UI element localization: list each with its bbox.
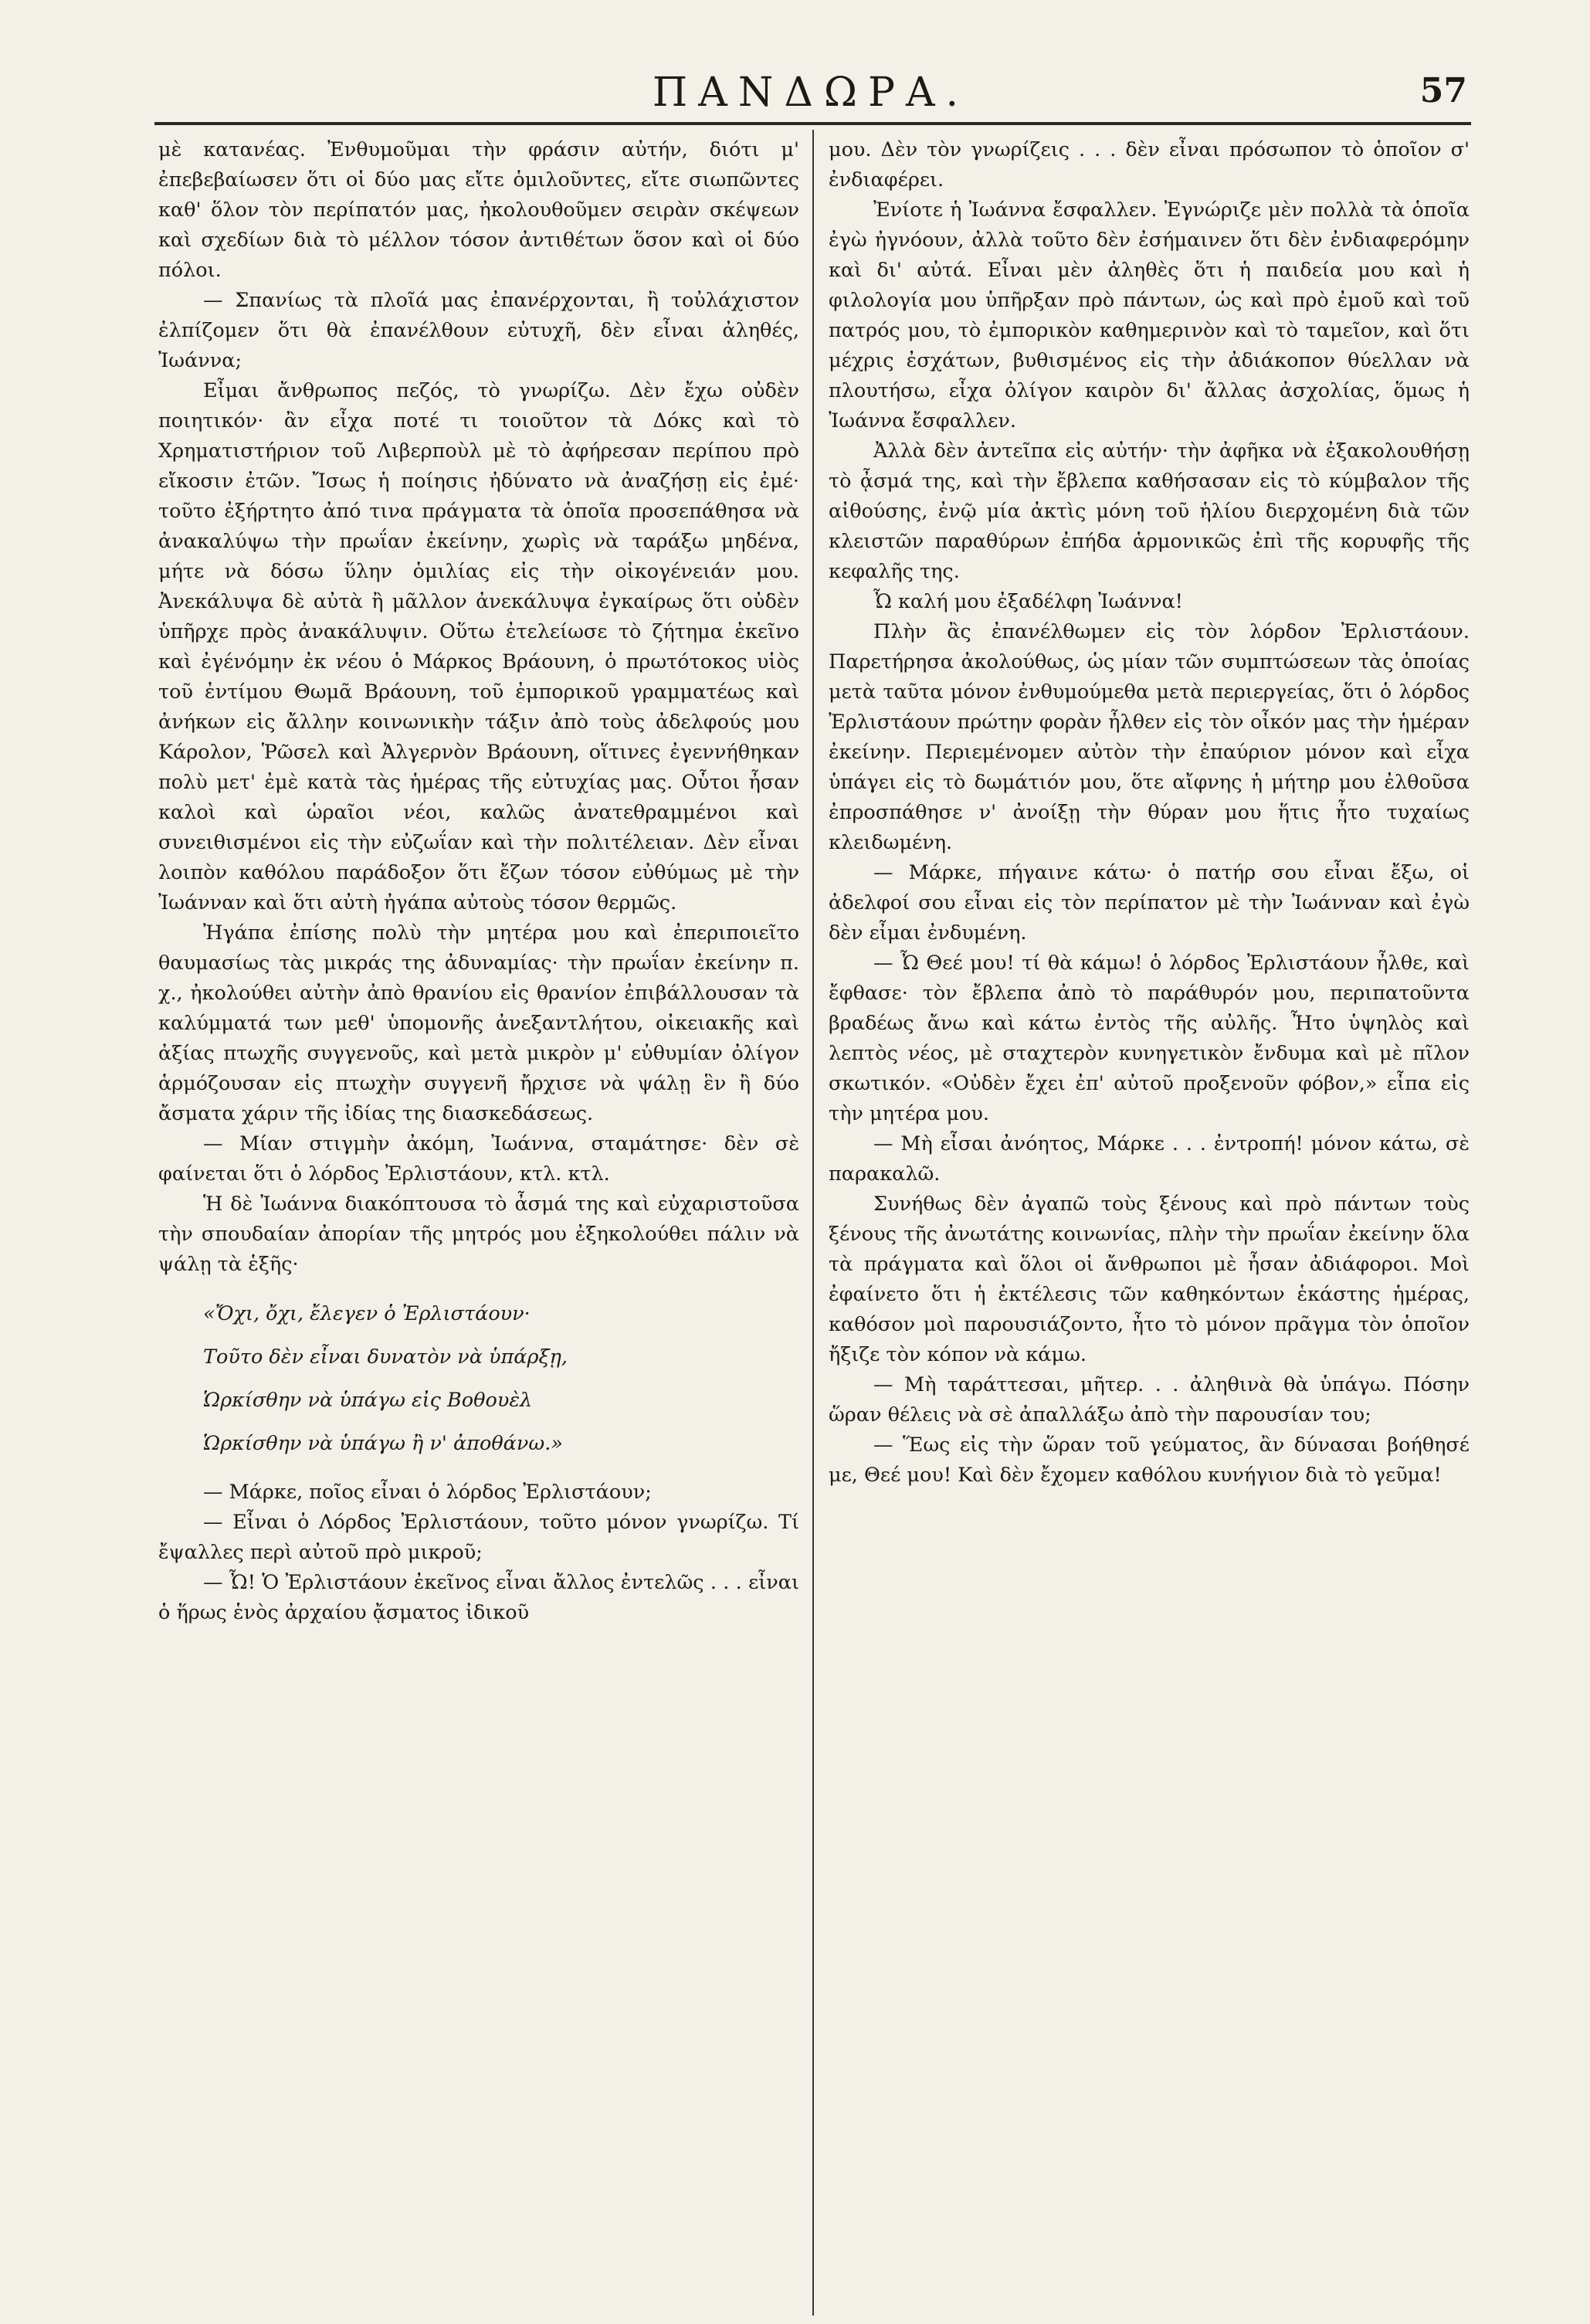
running-title: ΠΑΝΔΩΡΑ. <box>652 70 970 116</box>
paragraph: — Μὴ ταράττεσαι, μῆτερ. . . ἀληθινὰ θὰ ὑπάγω. Πόσην ὥραν θέλεις νὰ σὲ ἀπαλλάξω ἀπὸ τὴν παρουσίαν του; <box>829 1373 1470 1427</box>
paragraph: μου. Δὲν τὸν γνωρίζεις . . . δὲν εἶναι πρόσωπον τὸ ὁποῖον σ' ἐνδιαφέρει. <box>829 138 1470 192</box>
paragraph: — Μάρκε, πήγαινε κάτω· ὁ πατήρ σου εἶναι ἔξω, οἱ ἀδελφοί σου εἶναι εἰς τὸν περίπατον μὲ τὴν Ἰωάνναν καὶ ἐγὼ δὲν εἶμαι ἐνδυμένη. <box>829 861 1470 945</box>
poem-line: Ὡρκίσθην νὰ ὑπάγω εἰς Βοθουὲλ <box>203 1389 533 1412</box>
paragraph: — Σπανίως τὰ πλοῖά μας ἐπανέρχονται, ἢ τοὐλάχιστον ἐλπίζομεν ὅτι θὰ ἐπανέλθουν εὐτυχῆ, δὲν εἶναι ἀληθές, Ἰωάννα; <box>158 289 799 372</box>
page-header <box>154 62 1467 124</box>
paragraph: — Μὴ εἶσαι ἀνόητος, Μάρκε . . . ἐντροπή! μόνον κάτω, σὲ παρακαλῶ. <box>829 1132 1470 1186</box>
paragraph: Εἶμαι ἄνθρωπος πεζός, τὸ γνωρίζω. Δὲν ἔχω οὐδὲν ποιητικόν· ἂν εἶχα ποτέ τι τοιοῦτον τὰ Δόκς καὶ τὸ Χρηματιστήριον τοῦ Λιβερποὺλ μὲ τὸ ἀφήρεσαν περίπου πρὸ εἴκοσιν ἐτῶν. Ἴσως ἡ ποίησις ἠδύνατο νὰ ἀναζήσῃ εἰς ἐμέ· τοῦτο ἐξήρτητο ἀπό τινα πράγματα τὰ ὁποῖα προσεπάθησα νὰ ἀνακαλύψω τὴν πρωΐαν ἐκείνην, χωρὶς νὰ ταράξω μηδένα, μήτε νὰ δόσω ὕλην ὁμιλίας εἰς τὴν οἰκογένειάν μου. Ἀνεκάλυψα δὲ αὐτὰ ἢ μᾶλλον ἀνεκάλυψα ἐγκαίρως ὅτι οὐδὲν ὑπῆρχε πρὸς ἀνακάλυψιν. Οὕτω ἐτελείωσε τὸ ζήτημα ἐκεῖνο καὶ ἐγένόμην ἐκ νέου ὁ Μάρκος Βράουνη, ὁ πρωτότοκος υἱὸς τοῦ ἐντίμου Θωμᾶ Βράουνη, τοῦ ἐμπορικοῦ γραμματέως καὶ ἀνήκων εἰς ἄλλην κοινωνικὴν τάξιν ἀπὸ τοὺς ἀδελφούς μου Κάρολον, Ῥῶσελ καὶ Ἀλγερνὸν Βράουνη, οἵτινες ἐγεννήθηκαν πολὺ μετ' ἐμὲ κατὰ τὰς ἡμέρας τῆς εὐτυχίας μας. Οὗτοι ἦσαν καλοὶ καὶ ὡραῖοι νέοι, καλῶς ἀνατεθραμμένοι καὶ συνειθισμένοι εἰς τὴν εὐζωΐαν καὶ τὴν πολιτέλειαν. Δὲν εἶναι λοιπὸν καθόλου παράδοξον ὅτι ἔζων τόσον εὐθύμως μὲ τὴν Ἰωάνναν καὶ ὅτι αὐτὴ ἠγάπα αὐτοὺς τόσον θερμῶς. <box>158 379 799 914</box>
right-column <box>829 135 1470 1491</box>
paragraph: — Μίαν στιγμὴν ἀκόμη, Ἰωάννα, σταμάτησε· δὲν σὲ φαίνεται ὅτι ὁ λόρδος Ἐρλιστάουν, κτλ. κτλ. <box>158 1132 799 1186</box>
paragraph: Συνήθως δὲν ἀγαπῶ τοὺς ξένους καὶ πρὸ πάντων τοὺς ξένους τῆς ἀνωτάτης κοινωνίας, πλὴν τὴν πρωΐαν ἐκείνην ὅλα τὰ πράγματα καὶ ὅλοι οἱ ἄνθρωποι μὲ ἦσαν ἀδιάφοροι. Μοὶ ἐφαίνετο ὅτι ἡ ἐκτέλεσις τῶν καθηκόντων ἑκάστης ἡμέρας, καθόσον μοὶ παρουσιάζοντο, ἦτο τὸ μόνον πρᾶγμα τὸν ὁποῖον ἤξιζε τὸν κόπον νὰ κάμω. <box>829 1193 1470 1366</box>
header-rule <box>154 122 1471 125</box>
paragraph: — Μάρκε, ποῖος εἶναι ὁ λόρδος Ἐρλιστάουν; <box>203 1481 652 1504</box>
paragraph: Ὦ καλή μου ἐξαδέλφη Ἰωάννα! <box>873 590 1183 613</box>
left-column <box>158 135 799 1628</box>
paragraph: Ἀλλὰ δὲν ἀντεῖπα εἰς αὐτήν· τὴν ἀφῆκα νὰ ἐξακολουθήσῃ τὸ ᾆσμά της, καὶ τὴν ἔβλεπα καθήσασαν εἰς τὸ κύμβαλον τῆς αἰθούσης, ἐνῷ μία ἀκτὶς μόνη τοῦ ἡλίου διερχομένη διὰ τῶν κλειστῶν παραθύρων ἐπήδα ἁρμονικῶς ἐπὶ τῆς κορυφῆς τῆς κεφαλῆς της. <box>829 439 1470 583</box>
paragraph: Ἡ δὲ Ἰωάννα διακόπτουσα τὸ ἆσμά της καὶ εὐχαριστοῦσα τὴν σπουδαίαν ἀπορίαν τῆς μητρός μου ἐξηκολούθει πάλιν νὰ ψάλῃ τὰ ἑξῆς· <box>158 1193 799 1276</box>
column-divider <box>812 130 814 2316</box>
poem-block <box>158 1292 799 1465</box>
paragraph: — Ὦ Θεέ μου! τί θὰ κάμω! ὁ λόρδος Ἐρλιστάουν ἦλθε, καὶ ἔφθασε· τὸν ἔβλεπα ἀπὸ τὸ παράθυρόν μου, περιπατοῦντα βραδέως ἄνω καὶ κάτω ἐντὸς τῆς αὐλῆς. Ἦτο ὑψηλὸς καὶ λεπτὸς νέος, μὲ σταχτερὸν κυνηγετικὸν ἔνδυμα καὶ μὲ πῖλον σκωτικόν. «Οὐδὲν ἔχει ἐπ' αὐτοῦ προξενοῦν φόβον,» εἶπα εἰς τὴν μητέρα μου. <box>829 952 1470 1125</box>
paragraph: — Ὦ! Ὁ Ἐρλιστάουν ἐκεῖνος εἶναι ἄλλος ἐντελῶς . . . εἶναι ὁ ἥρως ἑνὸς ἀρχαίου ᾄσματος ἰδικοῦ <box>158 1571 799 1624</box>
paragraph: Ἠγάπα ἐπίσης πολὺ τὴν μητέρα μου καὶ ἐπεριποιεῖτο θαυμασίως τὰς μικράς της ἀδυναμίας· τὴν πρωΐαν ἐκείνην π. χ., ἠκολούθει αὐτὴν ἀπὸ θρανίου εἰς θρανίον ἐπιβάλλουσαν τὰ καλύμματά των μεθ' ὑπομονῆς ἀνεξαντλήτου, οἰκειακῆς καὶ ἀξίας πτωχῆς συγγενοῦς, καὶ μετὰ μικρὸν μ' εὐθυμίαν ὀλίγον ἁρμόζουσαν εἰς πτωχὴν συγγενῆ ἤρχισε νὰ ψάλῃ ἓν ἢ δύο ἄσματα χάριν τῆς ἰδίας της διασκεδάσεως. <box>158 921 799 1125</box>
paragraph: Ἐνίοτε ἡ Ἰωάννα ἔσφαλλεν. Ἐγνώριζε μὲν πολλὰ τὰ ὁποῖα ἐγὼ ἠγνόουν, ἀλλὰ τοῦτο δὲν ἐσήμαινεν ὅτι δὲν ἐνδιαφερόμην καὶ δι' αὐτά. Εἶναι μὲν ἀληθὲς ὅτι ἡ παιδεία μου καὶ ἡ φιλολογία μου ὑπῆρξαν πρὸ πάντων, ὡς καὶ πρὸ ἐμοῦ καὶ τοῦ πατρός μου, τὸ ἐμπορικὸν καθημερινὸν καὶ τὸ ταμεῖον, καὶ ὅτι μέχρις ἐσχάτων, βυθισμένος εἰς τὴν ἀδιάκοπον θύελλαν νὰ πλουτήσω, εἶχα ὀλίγον καιρὸν δι' ἄλλας ἀσχολίας, ὅμως ἡ Ἰωάννα ἔσφαλλεν. <box>829 198 1470 433</box>
poem-line: Τοῦτο δὲν εἶναι δυνατὸν νὰ ὑπάρξῃ, <box>203 1345 568 1369</box>
page-number: 57 <box>1419 71 1467 110</box>
paragraph: μὲ κατανέας. Ἐνθυμοῦμαι τὴν φράσιν αὐτήν, διότι μ' ἐπεβεβαίωσεν ὅτι οἱ δύο μας εἴτε ὁμιλοῦντες, εἴτε σιωπῶντες καθ' ὅλον τὸν περίπατόν μας, ἠκολουθοῦμεν σειρὰν σκέψεων καὶ σχεδίων διὰ τὸ μέλλον τόσον ἀντιθέτων ὅσον καὶ οἱ δύο πόλοι. <box>158 138 799 282</box>
paragraph: — Εἶναι ὁ Λόρδος Ἐρλιστάουν, τοῦτο μόνον γνωρίζω. Τί ἔψαλλες περὶ αὐτοῦ πρὸ μικροῦ; <box>158 1511 799 1564</box>
poem-line: Ὡρκίσθην νὰ ὑπάγω ἢ ν' ἀποθάνω.» <box>203 1432 563 1455</box>
paragraph: Πλὴν ἂς ἐπανέλθωμεν εἰς τὸν λόρδον Ἐρλιστάουν. Παρετήρησα ἀκολούθως, ὡς μίαν τῶν συμπτώσεων τὰς ὁποίας μετὰ ταῦτα μόνον ἐνθυμούμεθα μετὰ περιεργείας, ὅτι ὁ λόρδος Ἐρλιστάουν πρώτην φορὰν ἦλθεν εἰς τὸν οἶκόν μας τὴν ἡμέραν ἐκείνην. Περιεμένομεν αὐτὸν τὴν ἐπαύριον μόνον καὶ εἶχα ὑπάγει εἰς τὸ δωμάτιόν μου, ὅτε αἴφνης ἡ μήτηρ μου ἐλθοῦσα ἐπροσπάθησε ν' ἀνοίξῃ τὴν θύραν μου ἥτις ἦτο τυχαίως κλειδωμένη. <box>829 620 1470 854</box>
poem-line: «Ὄχι, ὄχι, ἔλεγεν ὁ Ἐρλιστάουν· <box>203 1302 531 1325</box>
paragraph: — Ἕως εἰς τὴν ὥραν τοῦ γεύματος, ἂν δύνασαι βοήθησέ με, Θεέ μου! Καὶ δὲν ἔχομεν καθόλου κυνήγιον διὰ τὸ γεῦμα! <box>829 1433 1470 1487</box>
